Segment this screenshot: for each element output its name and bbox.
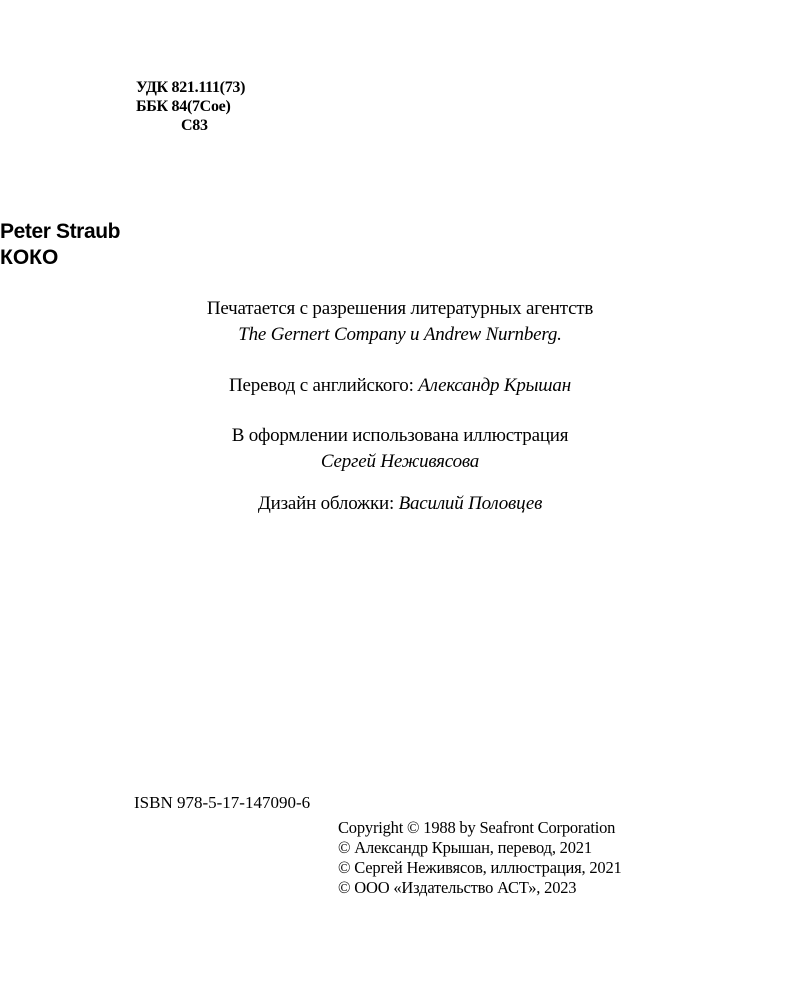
classification-block [136,78,245,135]
copyright-line: © ООО «Издательство АСТ», 2023 [338,878,577,897]
translation-label: Перевод с английского: [229,375,414,396]
copyright-line: © Александр Крышан, перевод, 2021 [338,838,592,857]
isbn: ISBN 978-5-17-147090-6 [134,793,311,812]
cover-design-label: Дизайн обложки: [257,493,395,514]
rights-line-2: The Gernert Company и Andrew Nurnberg. [238,324,562,345]
translation-credit [0,373,800,399]
cover-design-credit [0,491,800,517]
bbk-code: ББК 84(7Сое) [136,98,231,115]
author-code: С83 [181,117,208,134]
cover-designer-name: Василий Половцев [398,493,543,514]
copyright-line: Copyright © 1988 by Seafront Corporation [338,818,616,837]
book-title: КОКО [0,246,59,269]
book-author: Peter Straub [0,220,121,243]
rights-line-1: Печатается с разрешения литературных агентств [206,298,594,319]
rights-notice [0,296,800,348]
copyright-line: © Сергей Неживясов, иллюстрация, 2021 [338,858,622,877]
udk-code: УДК 821.111(73) [136,79,246,96]
copyright-block [338,818,622,898]
illustration-label: В оформлении использована иллюстрация [231,425,569,446]
illustration-credit [0,423,800,475]
translator-name: Александр Крышан [418,375,571,396]
illustrator-name: Сергей Неживясова [320,451,480,472]
